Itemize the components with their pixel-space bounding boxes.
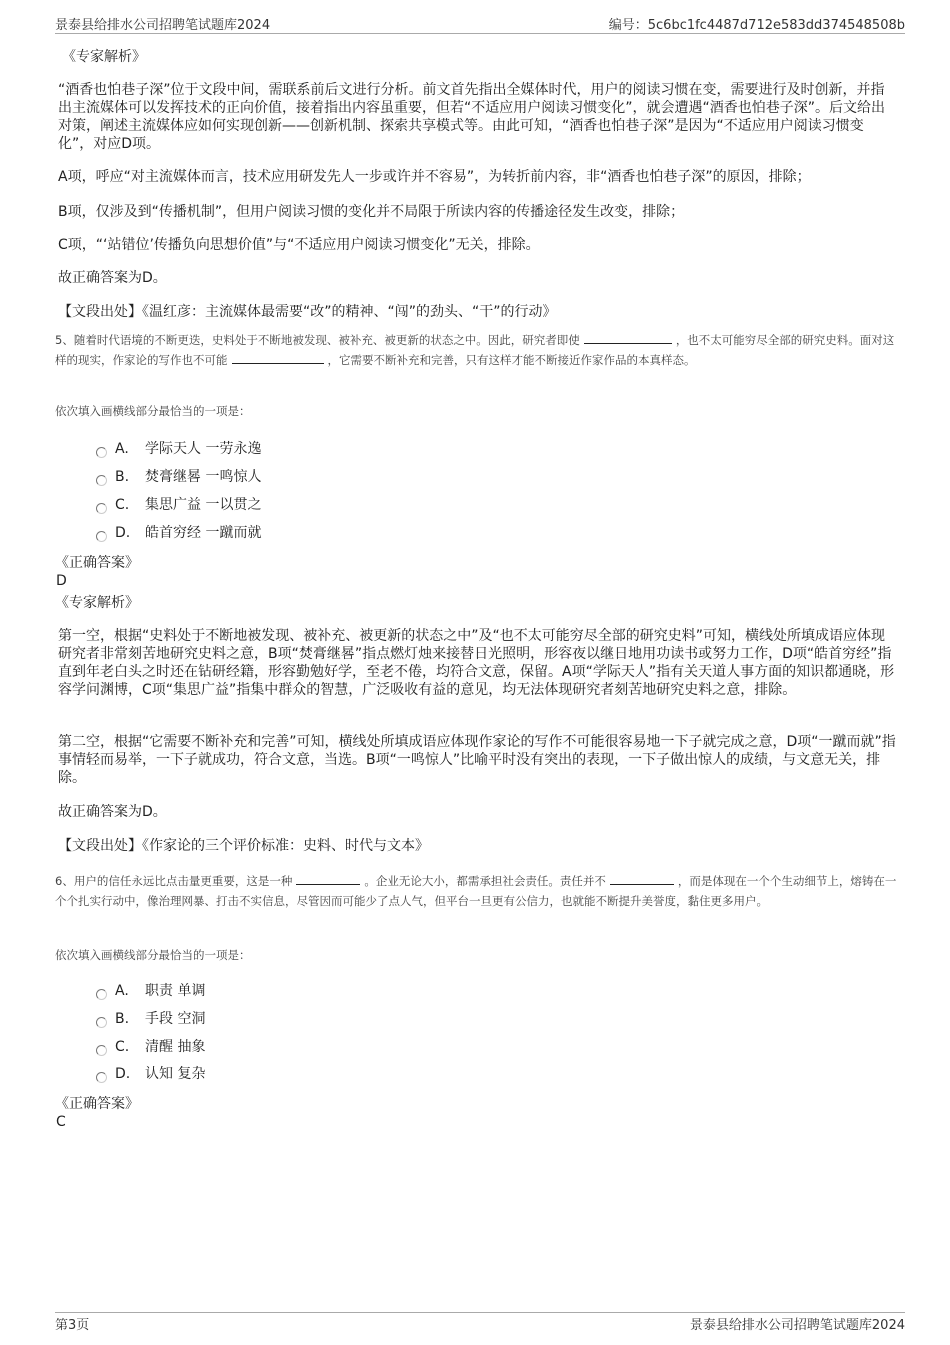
q6-text-2: 。企业无论大小，都需承担社会责任。责任并不 [364, 874, 606, 888]
q5-text-1: 5、随着时代语境的不断更迭，史料处于不断地被发现、被补充、被更新的状态之中。因此，研究者即使 [55, 333, 580, 347]
radio-icon[interactable] [96, 447, 107, 458]
answer: D [56, 573, 67, 589]
q5-option-b[interactable] [96, 467, 261, 487]
question-6-prompt: 依次填入画横线部分最恰当的一项是： [55, 948, 251, 962]
question-5-prompt: 依次填入画横线部分最恰当的一项是： [55, 404, 251, 418]
radio-icon[interactable] [96, 1017, 107, 1028]
serial-label: 编号： [608, 18, 648, 33]
option-text: 学际天人 一劳永逸 [145, 441, 262, 457]
option-text: 手段 空洞 [145, 1011, 206, 1027]
source: 【文段出处】《温红彦：主流媒体最需要“改”的精神、“闯”的劲头、“干”的行动》 [58, 304, 557, 320]
conclusion: 故正确答案为D。 [58, 270, 167, 286]
blank [584, 331, 672, 344]
analysis-heading: 《专家解析》 [55, 595, 139, 611]
option-label: B. [115, 469, 130, 485]
analysis-option-c: C项，“‘站错位’传播负向思想价值”与“不适应用户阅读习惯变化”无关，排除。 [58, 237, 540, 253]
analysis-option-a: A项，呼应“对主流媒体而言，技术应用研发先人一步或许并不容易”，为转折前内容，非“酒香也怕巷子深”的原因，排除； [58, 169, 811, 185]
analysis-option-b: B项，仅涉及到“传播机制”，但用户阅读习惯的变化并不局限于所读内容的传播途径发生改变，排除； [58, 204, 685, 220]
option-label: D. [115, 1066, 131, 1082]
answer-heading: 《正确答案》 [55, 1096, 139, 1112]
q5-option-a[interactable] [96, 439, 261, 459]
footer-divider [55, 1312, 905, 1313]
option-text: 皓首穷经 一蹴而就 [145, 525, 262, 541]
q5-option-c[interactable] [96, 495, 261, 515]
answer: C [56, 1114, 66, 1130]
option-text: 职责 单调 [145, 983, 206, 999]
option-label: C. [115, 1039, 130, 1055]
serial-value: 5c6bc1fc4487d712e583dd374548508b [647, 18, 905, 33]
option-text: 焚膏继晷 一鸣惊人 [145, 469, 262, 485]
blank [232, 351, 324, 364]
q6-text-1: 6、用户的信任永远比点击量更重要，这是一种 [55, 874, 293, 888]
blank [296, 872, 360, 885]
option-label: C. [115, 497, 130, 513]
source: 【文段出处】《作家论的三个评价标准：史料、时代与文本》 [58, 838, 429, 854]
question-5-text [55, 330, 900, 370]
q6-option-d[interactable] [96, 1064, 205, 1084]
option-text: 集思广益 一以贯之 [145, 497, 262, 513]
radio-icon[interactable] [96, 1045, 107, 1056]
radio-icon[interactable] [96, 475, 107, 486]
analysis-paragraph-1: 第一空，根据“史料处于不断地被发现、被补充、被更新的状态之中”及“也不太可能穷尽全部的研究史料”可知，横线处所填成语应体现研究者非常刻苦地研究史料之意，B项“焚膏继晷”指点燃灯烛来接替日光照明，形容夜以继日地用功读书或努力工作，D项“皓首穷经”指直到年老白头之时还在钻研经籍，形容勤勉好学，至老不倦，均符合文意，保留。A项“学际天人”指有关天道人事方面的知识都通晓，形容学问渊博，C项“集思广益”指集中群众的智慧，广泛吸收有益的意见，均无法体现研究者刻苦地研究史料之意，排除。 [58, 628, 895, 698]
conclusion: 故正确答案为D。 [58, 804, 167, 820]
footer-title: 景泰县给排水公司招聘笔试题库2024 [689, 1318, 905, 1333]
radio-icon[interactable] [96, 531, 107, 542]
q6-option-c[interactable] [96, 1037, 205, 1057]
header-title: 景泰县给排水公司招聘笔试题库2024 [55, 18, 271, 33]
analysis-paragraph: “酒香也怕巷子深”位于文段中间，需联系前后文进行分析。前文首先指出全媒体时代，用户的阅读习惯在变，需要进行及时创新，并指出主流媒体可以发挥技术的正向价值，接着指出内容虽重要，但若“不适应用户阅读习惯变化”，就会遭遇“酒香也怕巷子深”。后文给出对策，阐述主流媒体应如何实现创新——创新机制、探索共享模式等。由此可知，“酒香也怕巷子深”是因为“不适应用户阅读习惯变化”，对应D项。 [58, 82, 886, 152]
serial-number [609, 14, 905, 33]
option-text: 清醒 抽象 [145, 1039, 206, 1055]
question-6-text [55, 871, 900, 911]
page-number: 第3页 [55, 1318, 90, 1333]
option-label: A. [115, 983, 129, 999]
q5-text-2: ，也不太可能穷尽全部的研究史料。面对这样的现实，作家论的写作也不可能 [55, 333, 895, 367]
blank [610, 872, 674, 885]
option-label: A. [115, 441, 129, 457]
radio-icon[interactable] [96, 1072, 107, 1083]
radio-icon[interactable] [96, 989, 107, 1000]
option-text: 认知 复杂 [145, 1066, 206, 1082]
option-label: D. [115, 525, 131, 541]
option-label: B. [115, 1011, 130, 1027]
analysis-heading: 《专家解析》 [62, 49, 146, 65]
q6-text-3: ，而是体现在一个个生动细节上，熔铸在一个个扎实行动中，像治理网暴、打击不实信息，尽管因而可能少了点人气，但平台一旦更有公信力，也就能不断提升美誉度，黏住更多用户。 [55, 874, 897, 908]
q6-option-a[interactable] [96, 981, 205, 1001]
answer-heading: 《正确答案》 [55, 555, 139, 571]
header-divider [55, 33, 905, 34]
q6-option-b[interactable] [96, 1009, 205, 1029]
q5-option-d[interactable] [96, 523, 261, 543]
q5-text-3: ，它需要不断补充和完善，只有这样才能不断接近作家作品的本真样态。 [327, 353, 696, 367]
analysis-paragraph-2: 第二空，根据“它需要不断补充和完善”可知，横线处所填成语应体现作家论的写作不可能很容易地一下子就完成之意，D项“一蹴而就”指事情轻而易举，一下子就成功，符合文意，当选。B项“一鸣惊人”比喻平时没有突出的表现，一下子做出惊人的成绩，与文意无关，排除。 [58, 734, 896, 786]
radio-icon[interactable] [96, 503, 107, 514]
